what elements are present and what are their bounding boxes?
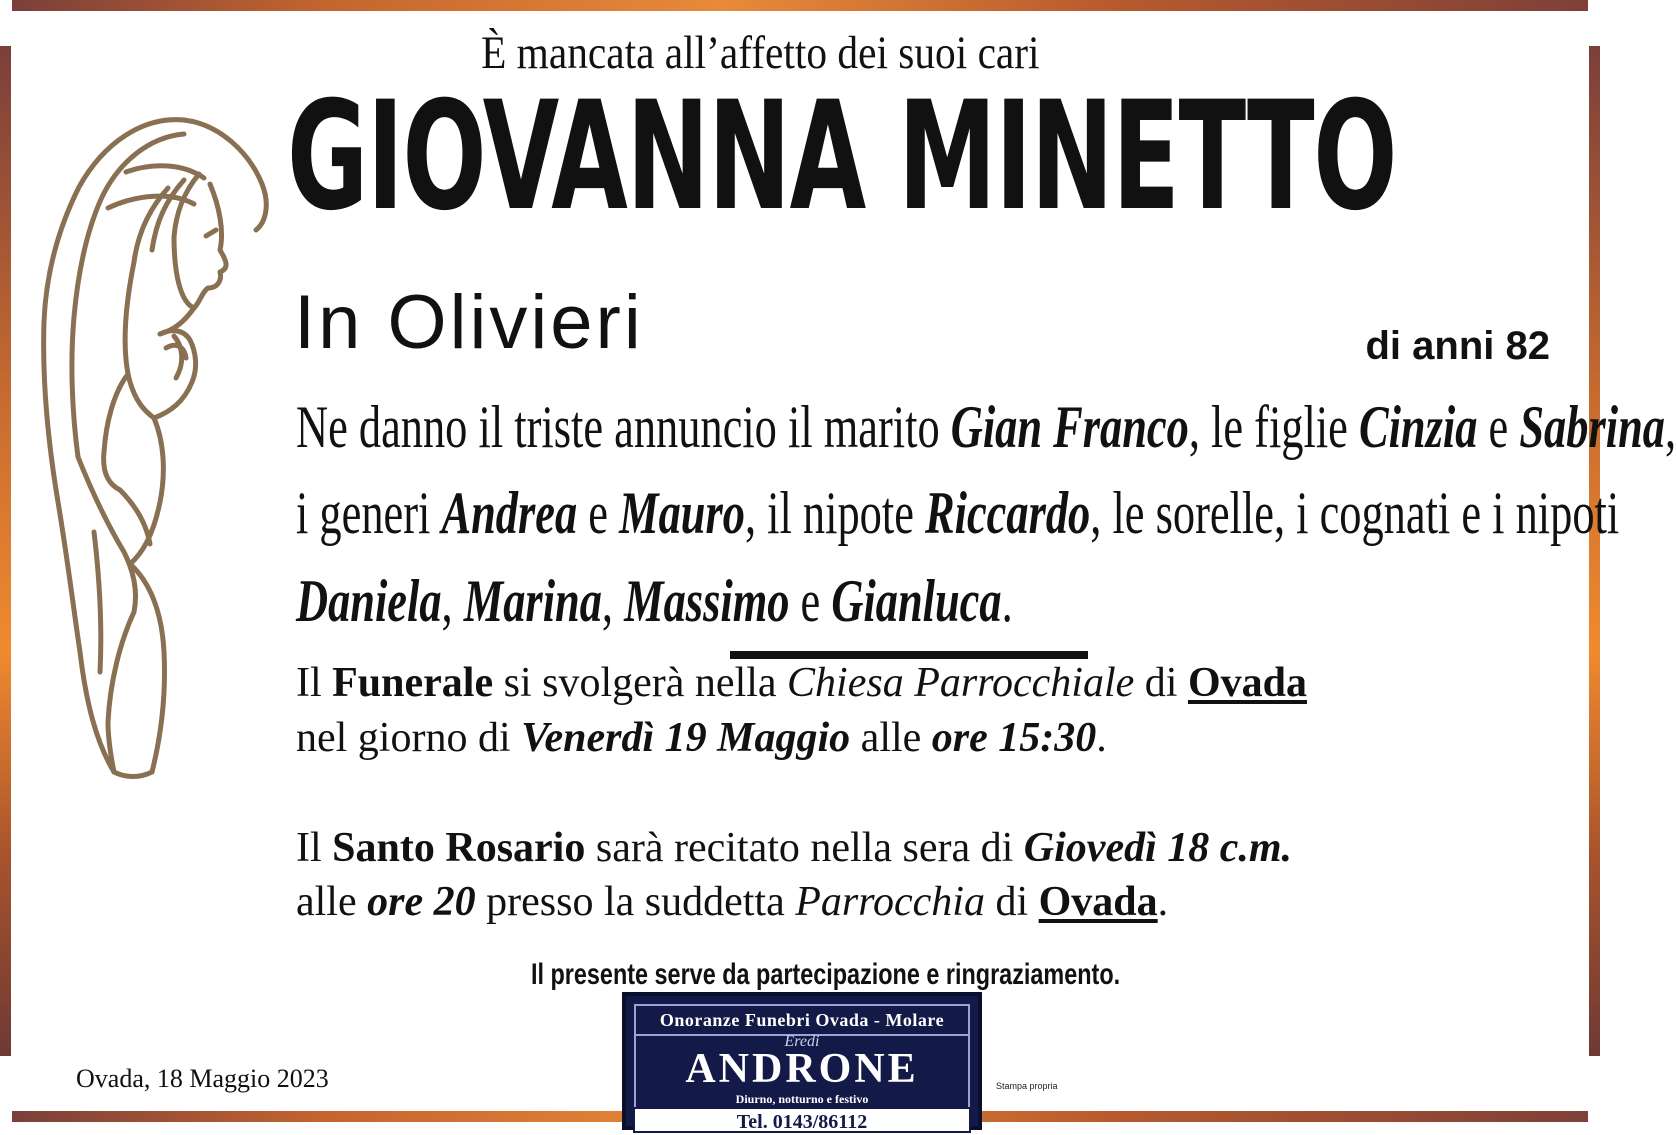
logo-brand: ANDRONE (685, 1046, 919, 1092)
logo-heirs: Eredi (784, 1033, 820, 1050)
text-segment: Il (296, 825, 333, 871)
text-segment: Giovedì 18 c.m. (1023, 825, 1293, 871)
text-segment: Andrea (441, 480, 578, 546)
text-segment: Santo Rosario (332, 825, 586, 871)
text-segment: Ovada (1038, 879, 1158, 925)
logo-frame (634, 1004, 970, 1133)
text-segment: e (577, 480, 620, 546)
text-segment: . (1157, 879, 1169, 925)
text-segment: sarà recitato nella sera di (585, 825, 1024, 871)
text-segment: Ovada (1187, 660, 1307, 706)
text-segment: . (1001, 568, 1013, 634)
text-segment: Gianluca (831, 568, 1002, 634)
announcement-line-1 (296, 392, 1676, 462)
text-segment: ore 15:30 (931, 715, 1097, 761)
praying-madonna-icon (34, 112, 274, 784)
text-segment: alle (296, 879, 368, 925)
border-top (12, 0, 1588, 11)
text-segment: Ne danno il triste annuncio il marito (296, 394, 951, 460)
text-segment: , (441, 568, 464, 634)
text-segment: Sabrina (1519, 394, 1665, 460)
logo-top-line: Onoranze Funebri Ovada - Molare (636, 1006, 968, 1036)
age-label: di anni 82 (1365, 324, 1550, 368)
text-segment: , le sorelle, i cognati e i nipoti (1090, 480, 1620, 546)
text-segment: Massimo (624, 568, 790, 634)
text-segment: Chiesa Parrocchiale (787, 660, 1135, 706)
text-segment: , (601, 568, 625, 634)
text-segment: Il (296, 660, 333, 706)
announcement-line-2 (296, 478, 1619, 548)
border-right (1589, 46, 1600, 1056)
text-segment: presso la suddetta (475, 879, 796, 925)
text-segment: si svolgerà nella (493, 660, 788, 706)
text-segment: Daniela (296, 568, 442, 634)
heading: È mancata all’affetto dei suoi cari (481, 27, 1040, 79)
text-segment: Parrocchia (795, 879, 985, 925)
text-segment: , le figlie (1188, 394, 1359, 460)
place-date: Ovada, 18 Maggio 2023 (76, 1064, 329, 1093)
text-segment: Funerale (332, 660, 494, 706)
text-segment: di (1134, 660, 1188, 706)
funeral-home-logo (622, 992, 982, 1133)
text-segment: nel giorno di (296, 715, 522, 761)
deceased-name: GIOVANNA MINETTO (287, 70, 1397, 244)
print-note: Stampa propria (996, 1081, 1058, 1091)
text-segment: Marina (463, 568, 602, 634)
text-segment: , (1664, 394, 1676, 460)
text-segment: . (1096, 715, 1107, 761)
border-left (0, 46, 11, 1056)
text-segment: e (789, 568, 832, 634)
rosary-line-2 (296, 878, 1168, 926)
text-segment: ore 20 (367, 879, 476, 925)
divider (730, 651, 1088, 659)
announcement-line-3 (296, 566, 1013, 636)
text-segment: Cinzia (1358, 394, 1478, 460)
funeral-line-2 (296, 714, 1107, 762)
logo-service: Diurno, notturno e festivo (735, 1092, 869, 1106)
text-segment: di (984, 879, 1039, 925)
text-segment: i generi (296, 480, 442, 546)
text-segment: Mauro (619, 480, 745, 546)
text-segment: alle (850, 715, 932, 761)
rosary-line-1 (296, 824, 1292, 872)
text-segment: Venerdì 19 Maggio (521, 715, 851, 761)
text-segment: , il nipote (744, 480, 925, 546)
logo-phone: Tel. 0143/86112 (633, 1107, 971, 1133)
funeral-line-1 (296, 659, 1307, 707)
text-segment: e (1477, 394, 1520, 460)
text-segment: Gian Franco (950, 394, 1189, 460)
notice: Il presente serve da partecipazione e ringraziamento. (531, 958, 1121, 991)
married-name: In Olivieri (294, 280, 644, 365)
text-segment: Riccardo (925, 480, 1091, 546)
